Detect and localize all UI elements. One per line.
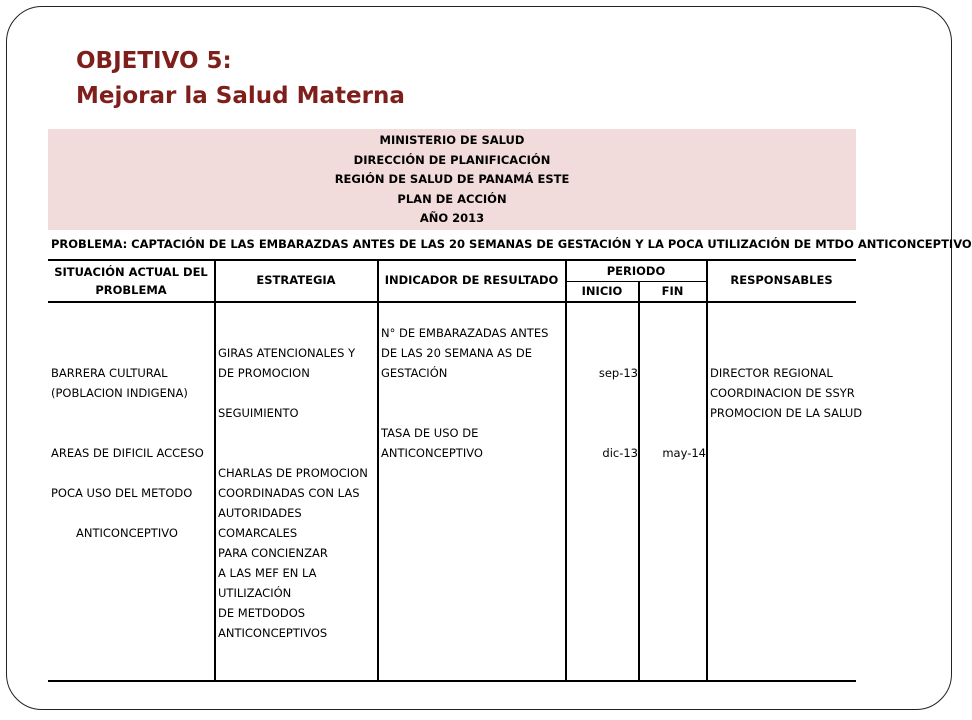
responsable-item: COORDINACION DE SSYR	[710, 386, 855, 400]
rule-bottom-columns	[48, 301, 856, 303]
estrategia-line: GIRAS ATENCIONALES Y	[218, 346, 356, 360]
objective-name: Mejorar la Salud Materna	[76, 83, 405, 109]
situacion-item: (POBLACION INDIGENA)	[51, 386, 188, 400]
col-inicio: INICIO	[581, 284, 623, 298]
indicador-line: DE LAS 20 SEMANA AS DE	[381, 346, 532, 360]
indicador-line: GESTACIÓN	[381, 366, 448, 380]
header-ministry: MINISTERIO DE SALUD	[379, 133, 525, 147]
col-situacion	[48, 263, 214, 299]
col-fin: FIN	[661, 284, 684, 298]
situacion-item: BARRERA CULTURAL	[51, 366, 168, 380]
action-plan-table	[48, 129, 972, 683]
col-periodo: PERIODO	[606, 264, 666, 278]
col-indicador: INDICADOR DE RESULTADO	[384, 273, 559, 287]
estrategia-line: CHARLAS DE PROMOCION	[218, 466, 368, 480]
estrategia-line: AUTORIDADES	[218, 506, 302, 520]
estrategia-line: SEGUIMIENTO	[218, 406, 299, 420]
col-responsables: RESPONSABLES	[730, 273, 833, 287]
rule-table-bottom	[48, 680, 856, 682]
header-direction: DIRECCIÓN DE PLANIFICACIÓN	[353, 152, 551, 167]
divider-situacion	[214, 259, 216, 682]
fin-date: may-14	[662, 446, 706, 460]
situacion-item: AREAS DE DIFICIL ACCESO	[51, 446, 204, 460]
divider-inicio	[638, 281, 640, 682]
estrategia-line: UTILIZACIÓN	[218, 586, 292, 600]
inicio-date: dic-13	[602, 446, 638, 460]
header-region: REGIÓN DE SALUD DE PANAMÁ ESTE	[334, 172, 570, 186]
estrategia-line: PARA CONCIENZAR	[218, 546, 328, 560]
header-plan: PLAN DE ACCIÓN	[397, 191, 507, 206]
estrategia-line: COMARCALES	[218, 526, 298, 540]
slide-title	[76, 44, 405, 114]
header-year: AÑO 2013	[419, 211, 485, 225]
table-header-block	[48, 129, 856, 230]
estrategia-line: DE PROMOCION	[218, 366, 310, 380]
situacion-item: ANTICONCEPTIVO	[76, 526, 178, 540]
divider-periodo	[706, 259, 708, 682]
col-estrategia: ESTRATEGIA	[256, 273, 336, 287]
estrategia-line: COORDINADAS CON LAS	[218, 486, 360, 500]
estrategia-line: A LAS MEF EN LA	[218, 566, 317, 580]
estrategia-line: DE METDODOS	[218, 606, 306, 620]
objective-number: OBJETIVO 5:	[76, 48, 232, 74]
indicador-line: N° DE EMBARAZADAS ANTES	[381, 326, 549, 340]
indicador-line: ANTICONCEPTIVO	[381, 446, 483, 460]
situacion-item: POCA USO DEL METODO	[51, 486, 193, 500]
responsable-item: DIRECTOR REGIONAL	[710, 366, 833, 380]
divider-estrategia	[377, 259, 379, 682]
indicador-line: TASA DE USO DE	[381, 426, 479, 440]
col-situacion-line2: PROBLEMA	[95, 283, 167, 297]
problem-statement: PROBLEMA: CAPTACIÓN DE LAS EMBARAZDAS ANTES DE LAS 20 SEMANAS DE GESTACIÓN Y LA POCA UTILIZACIÓN DE MTDO ANTICONCEPTIVO	[51, 237, 972, 251]
col-situacion-line1: SITUACIÓN ACTUAL DEL	[54, 265, 208, 279]
estrategia-line: ANTICONCEPTIVOS	[218, 626, 328, 640]
responsable-item: PROMOCION DE LA SALUD	[710, 406, 863, 420]
divider-indicador	[565, 259, 567, 682]
inicio-date: sep-13	[598, 366, 638, 380]
